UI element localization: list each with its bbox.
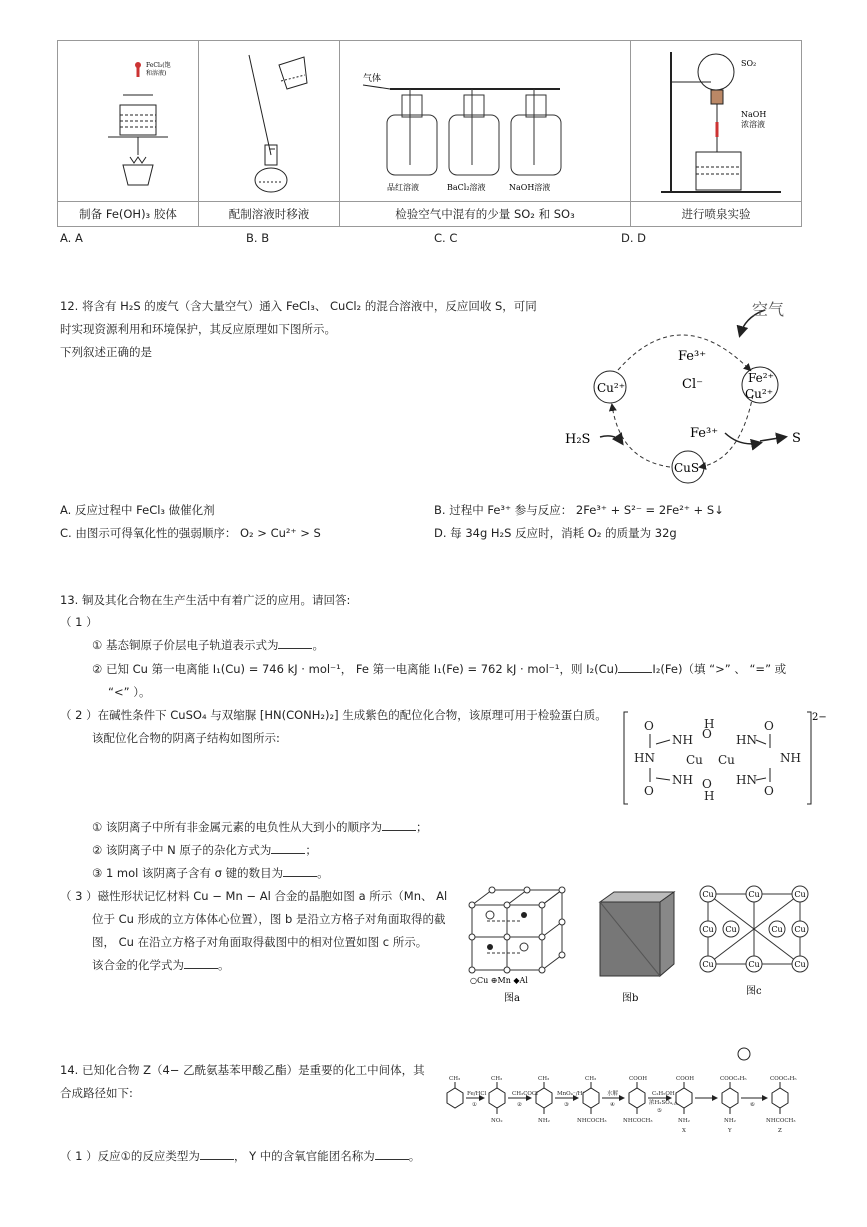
svg-text:CH₃COCl: CH₃COCl [512,1091,538,1097]
q12-option-d[interactable]: D. 每 34g H₂S 反应时，消耗 O₂ 的质量为 32g [434,526,677,540]
svg-text:Cu: Cu [702,925,714,934]
q12-option-c[interactable]: C. 由图示可得氧化性的强弱顺序： O₂ > Cu²⁺ > S [60,526,321,540]
svg-text:O: O [644,719,654,733]
fig-a-label: 图a [504,993,520,1004]
q12-option-a[interactable]: A. 反应过程中 FeCl₃ 做催化剂 [60,503,215,517]
svg-text:NaOH: NaOH [741,110,767,119]
q14-stem-line2: 合成路径如下: [60,1086,133,1100]
cell-fountain-experiment [631,41,802,202]
svg-text:X: X [682,1128,686,1134]
q13-part1-q2: ② 已知 Cu 第一电离能 I₁(Cu) = 746 kJ · mol⁻¹， Fe 第一电离能 I₁(Fe) = 762 kJ · mol⁻¹，则 I₂(Cu) I₂(Fe)（填 “>” 、 “=” 或 [92,662,787,676]
q11-option-d[interactable]: D. D [621,231,647,245]
q12-stem-line1: 12. 将含有 H₂S 的废气（含大量空气）通入 FeCl₃、 CuCl₂ 的混合溶液中，反应回收 S，可同 [60,299,537,313]
cu-left-label: Cu²⁺ [597,381,626,395]
svg-text:COOC₂H₅: COOC₂H₅ [720,1076,747,1082]
svg-text:浓H₂SO₄,△: 浓H₂SO₄,△ [649,1100,678,1106]
q13-part3-line4: 该合金的化学式为 。 [92,958,230,972]
fe3-top-label: Fe³⁺ [678,349,707,364]
svg-text:H: H [704,717,715,731]
caption-4: 进行喷泉实验 [631,202,802,227]
cell-transfer-solution [199,41,340,202]
svg-text:NH: NH [672,773,693,787]
svg-text:NH₂: NH₂ [538,1118,550,1124]
fig-c-label: 图c [746,986,762,997]
svg-text:CH₃: CH₃ [585,1076,597,1082]
gas-washing-bottles-image [355,45,615,195]
figure-a-crystal-cell [462,885,577,1005]
crystal-legend: ○Cu ⊕Mn ◆Al [470,976,528,985]
figure-c-cu-positions [694,882,812,1012]
svg-text:O: O [702,777,712,791]
svg-text:NHCOCH₃: NHCOCH₃ [577,1118,607,1124]
answer-blank[interactable] [618,661,652,673]
svg-text:O: O [764,719,774,733]
svg-text:Cu: Cu [686,753,703,767]
cl-label: Cl⁻ [682,377,703,392]
q13-part3-line3: 图， Cu 在沿立方格子对角面取得截图中的相对位置如图 c 所示。 [92,935,428,949]
svg-text:Cu: Cu [725,925,737,934]
svg-text:浓溶液: 浓溶液 [741,120,765,129]
svg-text:Cu: Cu [794,960,806,969]
svg-text:Cu: Cu [771,925,783,934]
answer-blank[interactable] [283,865,317,877]
cell-fe-oh3-colloid [58,41,199,202]
svg-text:CH₃: CH₃ [449,1076,461,1082]
svg-text:COOH: COOH [676,1076,695,1082]
answer-blank[interactable] [184,957,218,969]
svg-text:SO₂: SO₂ [741,59,757,68]
svg-text:NHCOCH₃: NHCOCH₃ [766,1118,796,1124]
cu-right-label: Cu²⁺ [745,387,774,401]
q13-part3-line1: （ 3 ）磁性形状记忆材料 Cu − Mn − Al 合金的晶胞如图 a 所示（Mn、 Al [60,889,448,903]
q13-part2-q2: ② 该阴离子中 N 原子的杂化方式为 ； [92,843,317,857]
svg-text:COOC₂H₅: COOC₂H₅ [770,1076,797,1082]
svg-text:Cu: Cu [718,753,735,767]
svg-text:Cu: Cu [794,890,806,899]
q12-stem-line2: 时实现资源利用和环境保护，其反应原理如下图所示。 [60,322,336,336]
s-label: S [792,431,801,446]
svg-text:H: H [704,789,715,803]
q12-stem-line3: 下列叙述正确的是 [60,345,152,359]
h2s-label: H₂S [565,432,591,447]
fe3-bottom-label: Fe³⁺ [690,426,719,441]
q11-option-a[interactable]: A. A [60,231,83,245]
svg-text:COOH: COOH [629,1076,648,1082]
svg-text:⑥: ⑥ [750,1102,755,1108]
q13-part2-q3: ③ 1 mol 该阴离子含有 σ 键的数目为 。 [92,866,329,880]
charge-label: 2− [812,712,827,723]
figure-b-cross-section [592,888,682,1008]
svg-text:①: ① [472,1102,477,1108]
transfer-solution-image [209,45,329,195]
svg-text:MnO₄⁻/H⁺: MnO₄⁻/H⁺ [557,1091,586,1097]
fountain-experiment-image [641,42,791,197]
svg-text:NHCOCH₃: NHCOCH₃ [623,1118,653,1124]
svg-text:⑤: ⑤ [657,1108,662,1114]
cell-so2-so3-test [340,41,631,202]
q12-cycle-diagram [560,295,820,485]
svg-text:NH₂: NH₂ [724,1118,736,1124]
answer-blank[interactable] [278,637,312,649]
answer-blank[interactable] [200,1148,234,1160]
svg-text:HN: HN [634,751,655,765]
svg-text:HN: HN [736,773,757,787]
svg-text:HN: HN [736,733,757,747]
q13-part1-q2-end: “<” ）。 [108,685,151,699]
experiment-table [57,40,802,227]
fe2-label: Fe²⁺ [748,371,774,385]
svg-text:Cu: Cu [748,890,760,899]
caption-1: 制备 Fe(OH)₃ 胶体 [58,202,199,227]
answer-blank[interactable] [271,842,305,854]
cus-label: CuS [674,461,700,475]
svg-text:水解: 水解 [607,1091,619,1097]
svg-text:NaOH溶液: NaOH溶液 [509,182,551,192]
svg-text:Cu: Cu [702,960,714,969]
synthesis-route-diagram [432,1038,812,1136]
svg-text:Y: Y [728,1128,732,1134]
svg-text:CH₃: CH₃ [538,1076,550,1082]
answer-blank[interactable] [382,819,416,831]
caption-2: 配制溶液时移液 [199,202,340,227]
q13-part1-q1: ① 基态铜原子价层电子轨道表示式为 。 [92,638,324,652]
q13-part3-line2: 位于 Cu 形成的立方体体心位置），图 b 是沿立方格子对角面取得的截 [92,912,446,926]
svg-text:O: O [764,784,774,798]
svg-text:NH: NH [780,751,801,765]
q11-option-c[interactable]: C. C [434,231,458,245]
q11-option-b[interactable]: B. B [246,231,270,245]
biuret-copper-anion-structure [620,708,825,808]
q13-intro: 13. 铜及其化合物在生产生活中有着广泛的应用。请回答: [60,593,351,607]
svg-text:和溶液): 和溶液) [146,69,167,77]
svg-text:气体: 气体 [363,73,382,84]
svg-text:O: O [702,727,712,741]
caption-3: 检验空气中混有的少量 SO₂ 和 SO₃ [340,202,631,227]
q13-part2-line2: 该配位化合物的阴离子结构如图所示: [92,731,280,745]
svg-text:品红溶液: 品红溶液 [387,182,419,192]
answer-blank[interactable] [375,1148,409,1160]
svg-text:NH₂: NH₂ [678,1118,690,1124]
svg-text:②: ② [517,1102,522,1108]
svg-text:CH₃: CH₃ [491,1076,503,1082]
air-label: 空气 [752,300,785,319]
svg-text:Cu: Cu [748,960,760,969]
q13-part2-line1: （ 2 ）在碱性条件下 CuSO₄ 与双缩脲 [HN(CONH₂)₂] 生成紫色的配位化合物，该原理可用于检验蛋白质。 [60,708,607,722]
svg-text:O: O [644,784,654,798]
svg-text:NH: NH [672,733,693,747]
svg-text:④: ④ [610,1102,615,1108]
q13-part1-label: （ 1 ） [60,615,98,629]
q13-part2-q1: ① 该阴离子中所有非金属元素的电负性从大到小的顺序为 ； [92,820,428,834]
svg-text:Z: Z [778,1128,782,1134]
q14-stem-line1: 14. 已知化合物 Z（4− 乙酰氨基苯甲酸乙酯）是重要的化工中间体，其 [60,1063,425,1077]
fe-oh3-apparatus-image [68,45,188,195]
q12-option-b[interactable]: B. 过程中 Fe³⁺ 参与反应： 2Fe³⁺ + S²⁻ = 2Fe²⁺ + S↓ [434,503,724,517]
svg-text:Fe/HCl: Fe/HCl [467,1091,487,1097]
svg-text:C₂H₅OH: C₂H₅OH [652,1091,675,1097]
svg-text:BaCl₂溶液: BaCl₂溶液 [447,182,486,192]
svg-text:FeCl₃(饱: FeCl₃(饱 [146,61,171,69]
svg-text:③: ③ [564,1102,569,1108]
q14-sub1: （ 1 ）反应①的反应类型为 ， Y 中的含氧官能团名称为 。 [60,1149,421,1163]
svg-text:NO₂: NO₂ [491,1118,503,1124]
svg-text:Cu: Cu [702,890,714,899]
fig-b-label: 图b [622,993,639,1004]
svg-text:Cu: Cu [794,925,806,934]
